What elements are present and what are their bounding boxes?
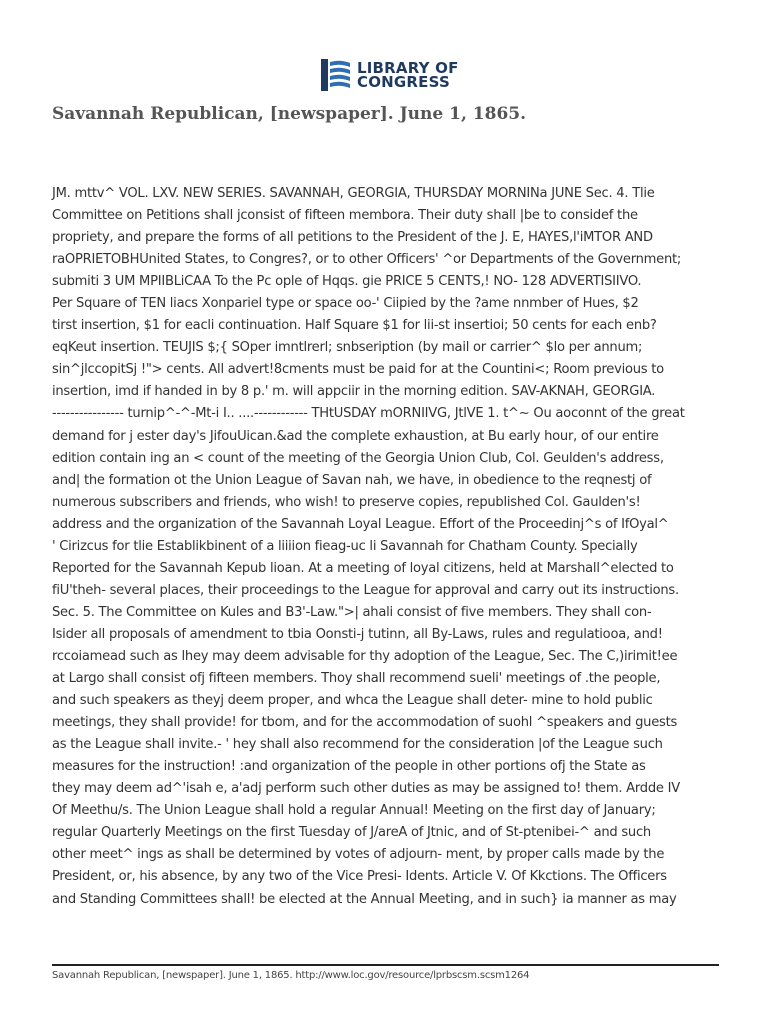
body-line: propriety, and prepare the forms of all petitions to the President of the J. E, HAYES,l'iMTOR AND [52,230,653,246]
body-line: fiU'theh- several places, their proceedings to the League for approval and carry out its instructions. [52,582,679,598]
body-line: submiti 3 UM MPIIBLiCAA To the Pc ople of Hqqs. gie PRICE 5 CENTS,! NO- 128 ADVERTISIIVO. [52,274,642,290]
citation-footer: Savannah Republican, [newspaper]. June 1, 1865. http://www.loc.gov/resource/lprbscsm.scsm1264 [52,970,530,981]
body-line: Committee on Petitions shall jconsist of fifteen membora. Their duty shall |be to considef the [52,208,638,224]
flag-icon [321,59,351,91]
footer-divider [52,964,719,966]
body-line: and Standing Committees shall! be elected at the Annual Meeting, and in such} ia manner as may [52,891,677,907]
body-line: they may deem ad^'isah e, a'adj perform such other duties as may be assigned to! them. Ardde IV [52,781,680,797]
body-line: numerous subscribers and friends, who wish! to preserve copies, republished Col. Gaulden's! [52,494,641,510]
body-line: Sec. 5. The Committee on Kules and B3'-Law.">| ahali consist of five members. They shall con- [52,604,652,620]
body-line: raOPRIETOBHUnited States, to Congres?, or to other Officers' ^or Departments of the Government; [52,252,682,268]
body-line: other meet^ ings as shall be determined by votes of adjourn- ment, by proper calls made by the [52,847,665,863]
body-line: Per Square of TEN liacs Xonpariel type or space oo-' Ciipied by the ?ame nnmber of Hues, $2 [52,296,639,312]
body-line: Isider all proposals of amendment to tbia Oonsti-j tutinn, all By-Laws, rules and regulatiooa, and! [52,626,663,642]
logo-line-2: CONGRESS [357,73,450,91]
body-line: Of Meethu/s. The Union League shall hold a regular Annual! Meeting on the first day of January; [52,803,656,819]
body-line: at Largo shall consist ofj fifteen members. Thoy shall recommend sueli' meetings of .the people, [52,671,661,687]
body-line: ---------------- turnip^-^-Mt-i I.. ....------------ THtUSDAY mORNIIVG, JtlVE 1. t^~ Ou aoconnt of the great [52,406,685,422]
body-line: measures for the instruction! :and organization of the people in other portions ofj the State as [52,759,646,775]
document-title: Savannah Republican, [newspaper]. June 1, 1865. [52,104,527,124]
library-of-congress-logo [321,58,459,92]
logo-wordmark [357,61,459,89]
body-line: ' Cirizcus for tlie Establikbinent of a liiiion fieag-uc li Savannah for Chatham County. Specially [52,538,638,554]
body-line: regular Quarterly Meetings on the first Tuesday of J/areA of Jtnic, and of St-ptenibei-^ and such [52,825,651,841]
body-line: and| the formation ot the Union League of Savan nah, we have, in obedience to the reqnestj of [52,472,652,488]
logo-line-1: LIBRARY OF [357,59,459,77]
body-line: and such speakers as theyj deem proper, and whca the League shall deter- mine to hold public [52,693,653,709]
body-line: insertion, imd if handed in by 8 p.' m. will appciir in the morning edition. SAV-AKNAH, GEORGIA. [52,384,656,400]
body-line: JM. mttv^ VOL. LXV. NEW SERIES. SAVANNAH, GEORGIA, THURSDAY MORNINa JUNE Sec. 4. Tlie [52,186,655,201]
body-line: rccoiamead such as lhey may deem advisable for thy adoption of the League, Sec. The C,)irimit!ee [52,648,678,664]
body-line: address and the organization of the Savannah Loyal League. Effort of the Proceedinj^s of IfOyal^ [52,516,669,532]
ocr-body-text [52,183,712,911]
body-line: meetings, they shall provide! for tbom, and for the accommodation of suohl ^speakers and guests [52,715,678,731]
body-line: tirst insertion, $1 for eacli continuation. Half Square $1 for lii-st insertioi; 50 cents for each enb? [52,318,657,334]
body-line: sin^jlccopitSj !"> cents. All advert!8cments must be paid for at the Countini<; Room previous to [52,362,664,378]
body-line: eqKeut insertion. TEUJIS $;{ SOper imntlrerl; snbseription (by mail or carrier^ $lo per annum; [52,340,643,356]
body-line: as the League shall invite.- ' hey shall also recommend for the consideration |of the League such [52,737,663,753]
body-line: edition contain ing an < count of the meeting of the Georgia Union Club, Col. Geulden's address, [52,450,664,466]
body-line: President, or, his absence, by any two of the Vice Presi- Idents. Article V. Of Kkctions. The Officers [52,869,667,885]
body-line: demand for j ester day's JifouUican.&ad the complete exhaustion, at Bu early hour, of our entire [52,428,659,444]
body-line: Reported for the Savannah Kepub lioan. At a meeting of loyal citizens, held at Marshall^elected to [52,560,674,576]
